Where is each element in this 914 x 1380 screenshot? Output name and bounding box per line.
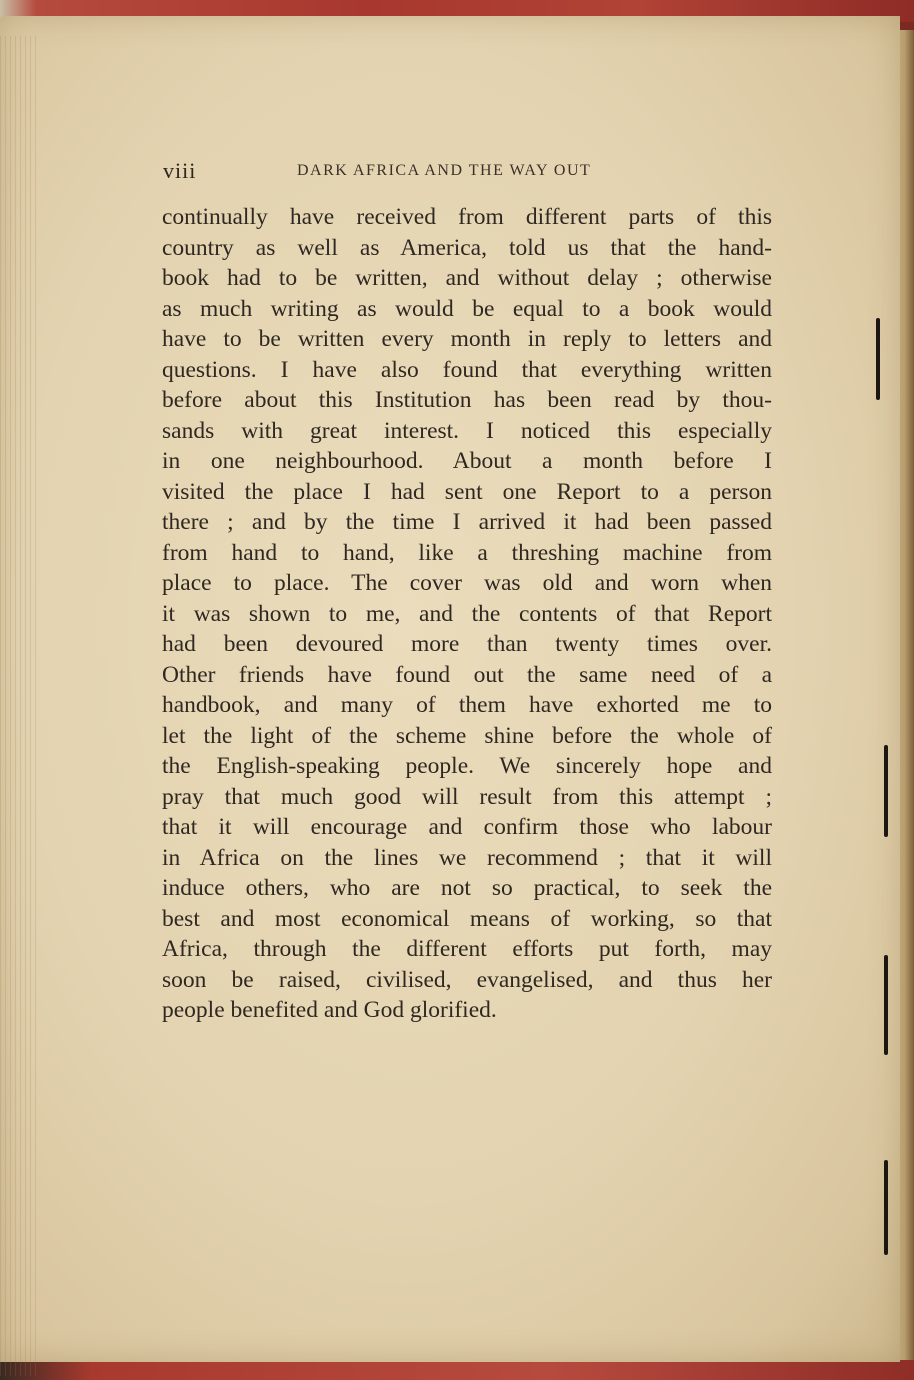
text-line: from hand to hand, like a threshing machine from [162, 539, 772, 566]
text-line: the English-speaking people. We sincerely hope and [162, 753, 772, 779]
text-line: country as well as America, told us that the hand- [162, 234, 772, 261]
text-line: visited the place I had sent one Report to a person [162, 478, 772, 505]
text-line: as much writing as would be equal to a book would [162, 295, 772, 322]
margin-mark [884, 745, 888, 837]
text-line: place to place. The cover was old and worn when [162, 570, 772, 596]
body-paragraph [162, 202, 772, 1026]
text-line: book had to be written, and without delay ; otherwise [162, 265, 772, 291]
text-line: soon be raised, civilised, evangelised, and thus her [162, 966, 772, 993]
page-number: viii [163, 158, 197, 183]
text-line: induce others, who are not so practical, to seek the [162, 875, 772, 901]
text-line: in Africa on the lines we recommend ; that it will [162, 844, 772, 871]
text-line: that it will encourage and confirm those who labour [162, 814, 772, 840]
text-line: Africa, through the different efforts put forth, may [162, 936, 772, 962]
text-line: best and most economical means of working, so that [162, 905, 772, 932]
text-line: before about this Institution has been read by thou- [162, 387, 772, 413]
text-line: sands with great interest. I noticed this especially [162, 417, 772, 444]
text-line: Other friends have found out the same need of a [162, 661, 772, 688]
margin-mark [884, 955, 888, 1055]
text-line: questions. I have also found that everything written [162, 356, 772, 383]
text-line: pray that much good will result from this attempt ; [162, 783, 772, 810]
text-line: have to be written every month in reply to letters and [162, 326, 772, 352]
margin-mark [884, 1160, 888, 1255]
running-head: DARK AFRICA AND THE WAY OUT [297, 162, 592, 179]
text-line: in one neighbourhood. About a month before I [162, 448, 772, 474]
page-header [163, 158, 773, 186]
text-line: had been devoured more than twenty times over. [162, 631, 772, 657]
text-line: continually have received from different parts of this [162, 204, 772, 230]
margin-mark [876, 318, 880, 400]
text-line: handbook, and many of them have exhorted me to [162, 692, 772, 718]
text-line: people benefited and God glorified. [162, 997, 497, 1023]
page-stack-edge [0, 36, 40, 1376]
text-line: let the light of the scheme shine before the whole of [162, 722, 772, 749]
text-line: it was shown to me, and the contents of that Report [162, 600, 772, 627]
text-line: there ; and by the time I arrived it had been passed [162, 509, 772, 535]
